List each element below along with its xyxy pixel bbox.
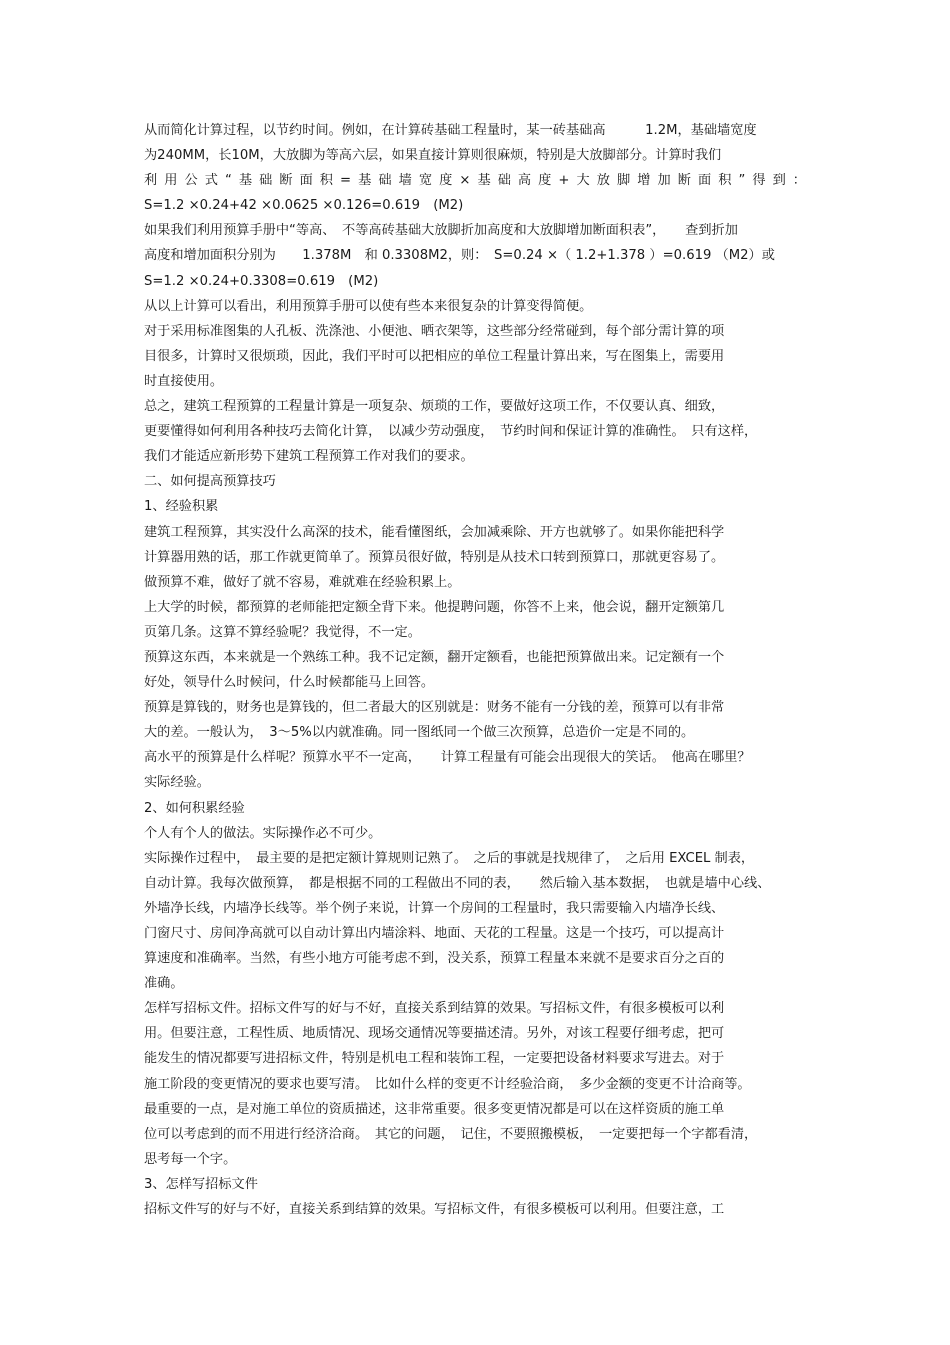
text-line: 页第几条。这算不算经验呢？我觉得，不一定。	[144, 624, 421, 640]
text-line: 上大学的时候，都预算的老师能把定额全背下来。他提聘问题，你答不上来，他会说，翻开定额第几	[144, 599, 725, 615]
text-line: 思考每一个字。	[144, 1151, 237, 1167]
text-line: 时直接使用。	[144, 373, 224, 389]
text-line: 高水平的预算是什么样呢？预算水平不一定高， 计算工程量有可能会出现很大的笑话。 他高在哪里？	[144, 750, 751, 766]
formula-line: S=1.2 ×0.24+42 ×0.0625 ×0.126=0.619 (M2)	[144, 198, 464, 214]
document-body	[144, 118, 806, 1222]
text-line: 更要懂得如何利用各种技巧去简化计算， 以减少劳动强度， 节约时间和保证计算的准确性。 只有这样，	[144, 424, 758, 440]
text-line: 位可以考虑到的而不用进行经济洽商。 其它的问题， 记住，不要照搬模板， 一定要把每一个字都看清，	[144, 1126, 758, 1142]
text-line: 如果我们利用预算手册中“等高、 不等高砖基础大放脚折加高度和大放脚增加断面积表”， 查到折加	[144, 223, 738, 239]
subsection-heading: 1、经验积累	[144, 499, 219, 515]
text-line: 预算是算钱的，财务也是算钱的，但二者最大的区别就是：财务不能有一分钱的差，预算可以有非常	[144, 700, 725, 716]
text-line: 高度和增加面积分别为 1.378M 和 0.3308M2，则： S=0.24 ×（ 1.2+1.378 ）=0.619 （M2）或	[144, 248, 775, 264]
text-line: 准确。	[144, 976, 184, 992]
formula-line: S=1.2 ×0.24+0.3308=0.619 (M2)	[144, 273, 379, 289]
text-line: 好处，领导什么时候问，什么时候都能马上回答。	[144, 675, 435, 691]
text-line: 总之，建筑工程预算的工程量计算是一项复杂、烦琐的工作，要做好这项工作，不仅要认真、细致，	[144, 399, 725, 415]
text-line: 目很多，计算时又很烦琐，因此，我们平时可以把相应的单位工程量计算出来，写在图集上，需要用	[144, 348, 725, 364]
text-line: 对于采用标准图集的人孔板、洗涤池、小便池、晒衣架等，这些部分经常碰到，每个部分需计算的项	[144, 323, 725, 339]
text-line: 施工阶段的变更情况的要求也要写清。 比如什么样的变更不计经验洽商， 多少金额的变更不计洽商等。	[144, 1076, 751, 1092]
text-line: 招标文件写的好与不好，直接关系到结算的效果。写招标文件，有很多模板可以利用。但要注意，工	[144, 1202, 725, 1218]
text-line: 用。但要注意，工程性质、地质情况、现场交通情况等要描述清。另外，对该工程要仔细考虑，把可	[144, 1026, 725, 1042]
text-line: 建筑工程预算，其实没什么高深的技术，能看懂图纸，会加减乘除、开方也就够了。如果你能把科学	[144, 524, 725, 540]
text-line: 从而简化计算过程，以节约时间。例如，在计算砖基础工程量时，某一砖基础高 1.2M，基础墙宽度	[144, 123, 757, 138]
text-line: 个人有个人的做法。实际操作必不可少。	[144, 825, 382, 841]
text-line: 外墙净长线，内墙净长线等。举个例子来说，计算一个房间的工程量时，我只需要输入内墙净长线、	[144, 900, 725, 916]
subsection-heading: 3、怎样写招标文件	[144, 1176, 258, 1192]
text-line: 利用公式“基础断面积=基础墙宽度×基础高度+大放脚增加断面积”得到：	[144, 173, 806, 189]
subsection-heading: 2、如何积累经验	[144, 800, 245, 816]
text-line: 计算器用熟的话，那工作就更简单了。预算员很好做，特别是从技术口转到预算口，那就更容易了。	[144, 549, 725, 565]
text-line: 自动计算。我每次做预算， 都是根据不同的工程做出不同的表， 然后输入基本数据， 也就是墙中心线、	[144, 875, 771, 891]
text-line: 为240MM，长10M，大放脚为等高六层，如果直接计算则很麻烦，特别是大放脚部分。计算时我们	[144, 148, 722, 164]
text-line: 最重要的一点，是对施工单位的资质描述，这非常重要。很多变更情况都是可以在这样资质的施工单	[144, 1101, 725, 1117]
text-line: 算速度和准确率。当然，有些小地方可能考虑不到，没关系，预算工程量本来就不是要求百分之百的	[144, 951, 725, 967]
text-line: 我们才能适应新形势下建筑工程预算工作对我们的要求。	[144, 449, 474, 465]
text-line: 大的差。一般认为， 3～5%以内就准确。同一图纸同一个做三次预算，总造价一定是不同的。	[144, 725, 695, 741]
text-line: 怎样写招标文件。招标文件写的好与不好，直接关系到结算的效果。写招标文件，有很多模板可以利	[144, 1001, 725, 1017]
section-heading: 二、如何提高预算技巧	[144, 474, 276, 490]
text-line: 实际经验。	[144, 775, 210, 791]
text-line: 实际操作过程中， 最主要的是把定额计算规则记熟了。 之后的事就是找规律了， 之后用 EXCEL 制表，	[144, 850, 755, 866]
text-line: 做预算不难，做好了就不容易，难就难在经验积累上。	[144, 574, 461, 590]
text-line: 能发生的情况都要写进招标文件，特别是机电工程和装饰工程，一定要把设备材料要求写进去。对于	[144, 1051, 725, 1067]
text-line: 预算这东西，本来就是一个熟练工种。我不记定额，翻开定额看，也能把预算做出来。记定额有一个	[144, 649, 725, 665]
text-line: 门窗尺寸、房间净高就可以自动计算出内墙涂料、地面、天花的工程量。这是一个技巧，可以提高计	[144, 926, 725, 941]
text-line: 从以上计算可以看出，利用预算手册可以使有些本来很复杂的计算变得简便。	[144, 298, 593, 314]
